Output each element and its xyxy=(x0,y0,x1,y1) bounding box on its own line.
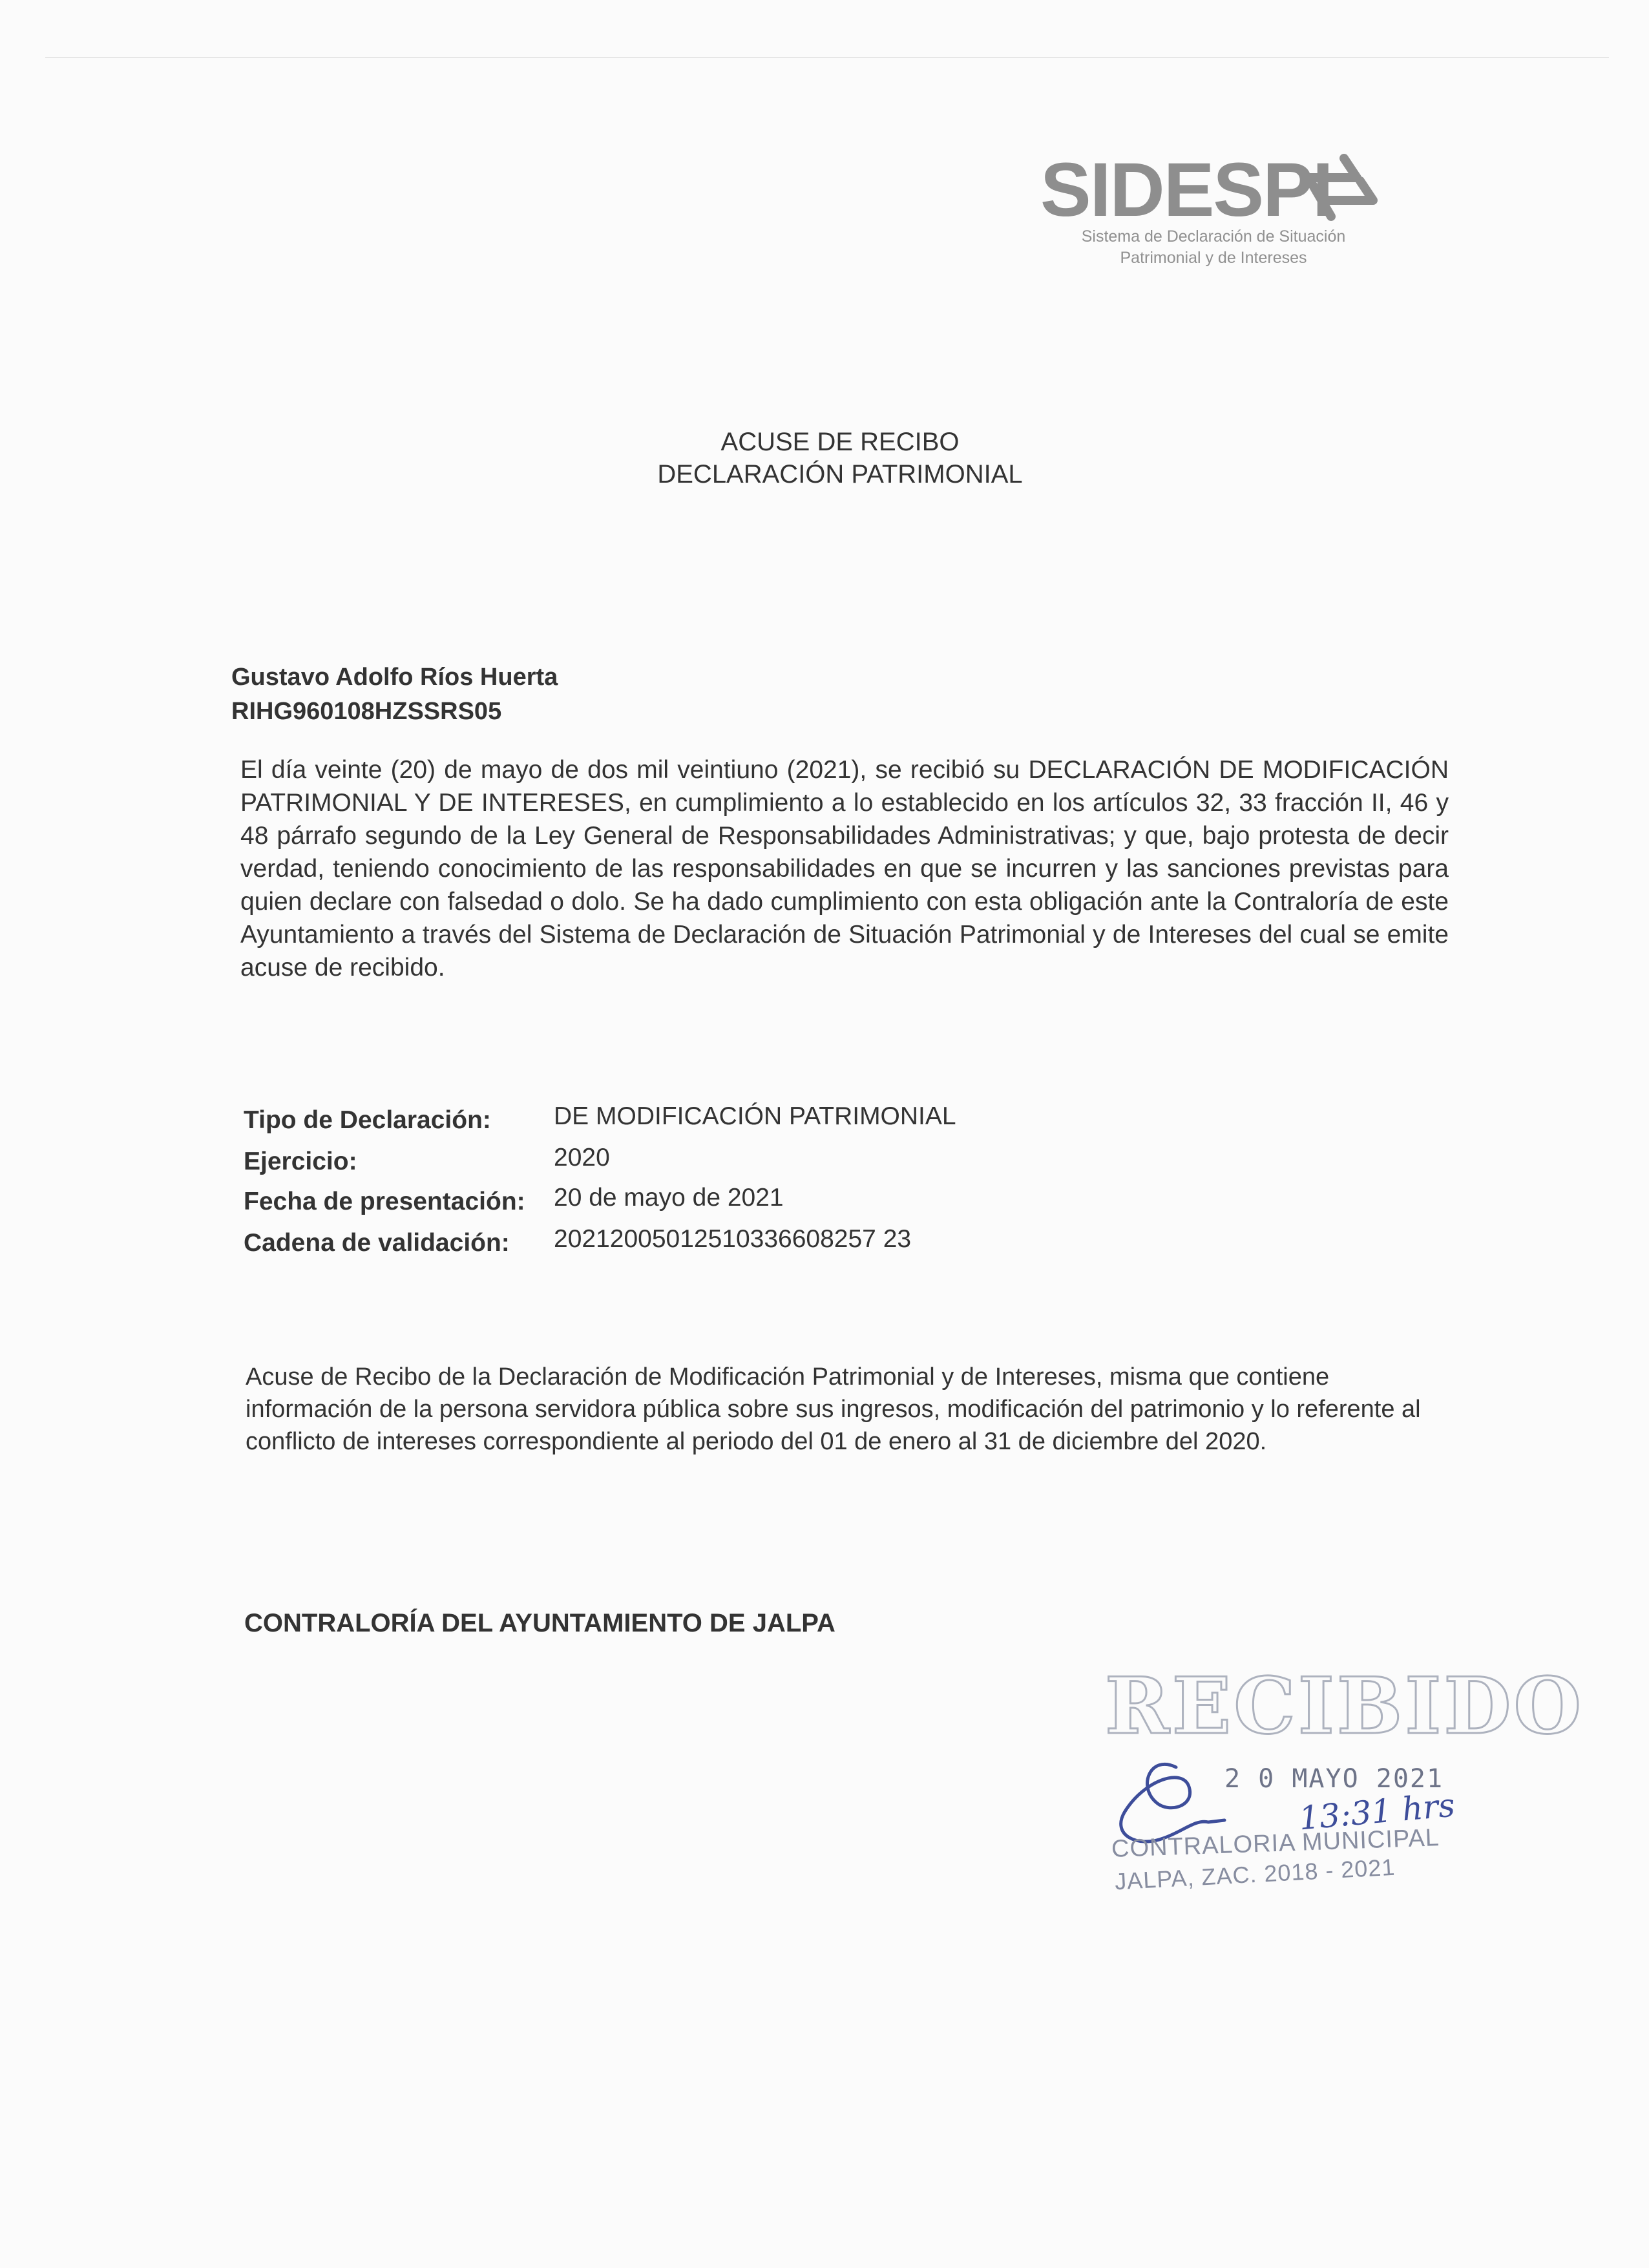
sidespi-logo xyxy=(1040,139,1376,275)
stamp-date: 2 0 MAYO 2021 xyxy=(1224,1764,1444,1794)
field-value: DE MODIFICACIÓN PATRIMONIAL xyxy=(554,1102,956,1130)
stamp-time: 13:31 hrs xyxy=(1297,1786,1456,1838)
stamp-location: JALPA, ZAC. 2018 - 2021 xyxy=(1114,1853,1396,1895)
logo-wordmark: SIDESPI xyxy=(1040,147,1332,233)
declarant-name: Gustavo Adolfo Ríos Huerta xyxy=(231,664,558,691)
logo-subtitle-line1: Sistema de Declaración de Situación xyxy=(1081,227,1346,246)
declarant-rfc: RIHG960108HZSSRS05 xyxy=(231,698,502,725)
body-paragraph: El día veinte (20) de mayo de dos mil veintiuno (2021), se recibió su DECLARACIÓN DE MODIFICACIÓN PATRIMONIAL Y DE INTERESES, en cumplimiento a lo establecido en los artículos 32, 33 fracción II, 46 y 48 párrafo segundo de la Ley General de Responsabilidades Administrativas; y que, bajo protesta de decir verdad, teniendo conocimiento de las responsabilidades en que se incurren y las sanciones previstas para quien declare con falsedad o dolo. Se ha dado cumplimiento con esta obligación ante la Contraloría de este Ayuntamiento a través del Sistema de Declaración de Situación Patrimonial y de Intereses del cual se emite acuse de recibido. xyxy=(240,756,1449,982)
page-edge-line xyxy=(45,57,1609,58)
stamp-word: RECIBIDO xyxy=(1105,1661,1584,1752)
field-value: 20212005012510336608257 23 xyxy=(554,1225,912,1253)
field-label: Tipo de Declaración: xyxy=(244,1106,491,1134)
field-label: Cadena de validación: xyxy=(244,1229,510,1257)
logo-subtitle xyxy=(1045,226,1381,268)
logo-arrow-icon xyxy=(1296,139,1386,236)
received-stamp xyxy=(1098,1661,1584,1900)
logo-subtitle-line2: Patrimonial y de Intereses xyxy=(1120,248,1307,267)
organization-name: CONTRALORÍA DEL AYUNTAMIENTO DE JALPA xyxy=(244,1609,835,1637)
summary-paragraph: Acuse de Recibo de la Declaración de Modificación Patrimonial y de Intereses, misma que contiene información de la persona servidora pública sobre sus ingresos, modificación del patrimonio y lo referente al conflicto de intereses correspondiente al periodo del 01 de enero al 31 de diciembre del 2020. xyxy=(246,1363,1421,1455)
field-value: 2020 xyxy=(554,1144,610,1171)
field-label: Ejercicio: xyxy=(244,1148,357,1175)
document-title-line1: ACUSE DE RECIBO xyxy=(720,428,960,456)
field-value: 20 de mayo de 2021 xyxy=(554,1184,784,1212)
stamp-office: CONTRALORIA MUNICIPAL xyxy=(1111,1824,1440,1863)
field-label: Fecha de presentación: xyxy=(244,1188,525,1215)
document-title-line2: DECLARACIÓN PATRIMONIAL xyxy=(657,460,1023,488)
